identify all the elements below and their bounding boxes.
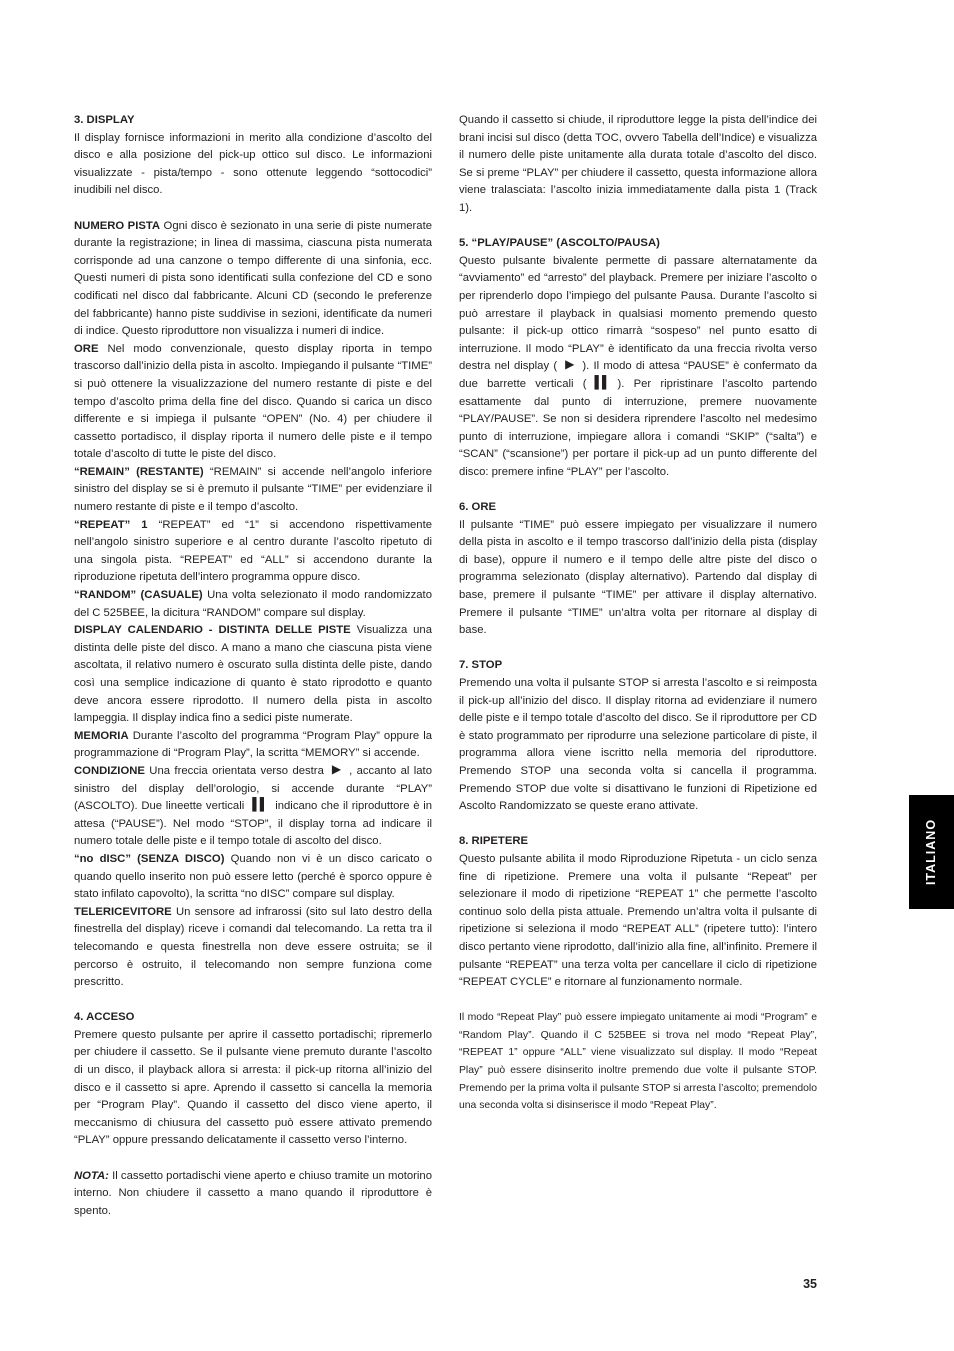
para-calendario: DISPLAY CALENDARIO - DISTINTA DELLE PISTE Visualizza una distinta delle piste del disco. A mano a mano che ciascuna pista viene ascoltata, il relativo numero è oscurato sulla distinta delle piste, dando così una semplice indicazione di quanto è stato riprodotto e quanto deve ancora essere riprodotto. Il numero della pista in ascolto lampeggia. Il display indica fino a sedici piste numerate.	[74, 624, 432, 725]
heading-ore: 6. ORE	[459, 501, 497, 514]
acceso-body: Premere questo pulsante per aprire il cassetto portadischi; ripremerlo per chiudere il cassetto. Se il pulsante viene premuto durante l’ascolto di un disco, il playback allora si arresta: il pick-up ritorna all’inizio del disco e il cassetto si apre. Aprendo il cassetto si cancella la memoria per “Program Play”. Quando il cassetto del disco viene aperto, il meccanismo di chiusura del cassetto può essere attivato premendo “PLAY” oppure pressando delicatamente il cassetto verso l’interno.	[74, 1028, 432, 1147]
section-ripetere	[459, 833, 817, 1115]
section-stop	[459, 657, 817, 815]
repeat-play-note: Il modo “Repeat Play” può essere impiegato unitamente ai modi “Program” e “Random Play”. Quando il C 525BEE si trova nel modo “Repeat Play”, “REPEAT 1” oppure “ALL” viene visualizzato sul display. Il modo “Repeat Play” può essere disinserito inoltre premendo due volte il pulsante STOP. Premendo per la prima volta il pulsante STOP si arresta l’ascolto; premendolo una seconda volta si disinserisce il modo “Repeat Play”.	[459, 1012, 817, 1112]
right-column	[459, 112, 817, 1115]
stop-body: Premendo una volta il pulsante STOP si arresta l’ascolto e si reimposta il pick-up all’inizio del disco. Il display ritorna ad evidenziare il numero delle piste e il tempo totale d’ascolto del disco. Se il riproduttore per CD è stato programmato per riprodurre una selezione particolare di piste, il programma allora viene iscritto nella memoria del riproduttore. Premendo STOP una seconda volta si cancella il programma. Premendo STOP due volte si disattivano le funzioni di Ripetizione ed Ascolto Randomizzato se queste erano attivate.	[459, 677, 817, 813]
nota: NOTA: Il cassetto portadischi viene aperto e chiuso tramite un motorino interno. Non chiudere il cassetto a mano quando il riproduttore è spento.	[74, 1169, 432, 1217]
heading-display: 3. DISPLAY	[74, 114, 135, 126]
ore-body: Il pulsante “TIME” può essere impiegato per visualizzare il numero della pista in ascolto e il tempo trascorso dall’inizio della pista (display di base), oppure il numero e il tempo delle altre piste del disco o programma selezionato (display alternativo). Partendo dal display di base, premere il pulsante “TIME” per attivare il display alternativo. Premere il pulsante “TIME” un’altra volta per ritornare al display di base.	[459, 518, 817, 637]
heading-acceso: 4. ACCESO	[74, 1011, 135, 1024]
ripetere-body: Questo pulsante abilita il modo Riproduzione Ripetuta - un ciclo senza fine di ripetizione. Premere una volta il pulsante “Repeat” per selezionare il modo di ripetizione “REPEAT 1” che permette l’ascolto continuo solo della pista attuale. Premendo un’altra volta il pulsante di ripetizione si seleziona il modo “REPEAT ALL” (ripetere tutto): l’intero disco pertanto viene riprodotto, dall’inizio alla fine, all’infinito. Premere il pulsante “REPEAT” una terza volta per cancellare il ciclo di ripetizione “REPEAT CYCLE” e ritornare al funzionamento normale.	[459, 852, 817, 989]
section-acceso	[74, 1009, 432, 1220]
para-ore: ORE Nel modo convenzionale, questo display riporta in tempo trascorso dall’inizio della pista in ascolto. Impiegando il pulsante “TIME” si può ottenere la visualizzazione del numero restante di piste e del tempo d’ascolto prima della fine del disco. Quando si carica un disco differente e si impiega il pulsante “OPEN” (No. 4) per chiudere il cassetto portadisco, il display riporta il numero delle piste e il tempo totale d’ascolto di tutte le piste del disco.	[74, 342, 432, 461]
display-intro: Il display fornisce informazioni in merito alla condizione d’ascolto del disco e alla posizione del pick-up ottico sul disco. Le informazioni visualizzate - pista/tempo - sono ottenute leggendo “sottocodici” inudibili nel disco.	[74, 131, 432, 197]
para-random: “RANDOM” (CASUALE) Una volta selezionato il modo randomizzato del C 525BEE, la dicitura “RANDOM” compare sul display.	[74, 589, 432, 619]
play-pause-body: Questo pulsante bivalente permette di passare alternatamente da “avviamento” ed “arresto” del playback. Premere per iniziare l’ascolto o per riprenderlo dopo l’impiego del pulsante Pausa. Durante l’ascolto si può arrestare il playback in qualsiasi momento premendo questo pulsante: il pick-up ottico rimarrà “sospeso” nel punto esatto di interruzione. Il modo “PLAY” è identificato da una freccia rivolta verso destra nel display ( ▶ ). Il modo di attesa “PAUSE” è confermato da due barrette verticali ( ▌▌ ). Per ripristinare l’ascolto partendo esattamente dal punto di interruzione, premere nuovamente “PLAY/PAUSE”. Se non si desidera riprendere l’ascolto nel medesimo punto di interruzione, impiegare allora i comandi “SKIP” (“salta”) e “SCAN” (“scansione”) per portare il pick-up ad un punto differente del disco: premere infine “PLAY” per l’ascolto.	[459, 254, 817, 478]
heading-play-pause: 5. “PLAY/PAUSE” (ASCOLTO/PAUSA)	[459, 237, 660, 250]
para-remain: “REMAIN” (RESTANTE) “REMAIN” si accende nell’angolo inferiore sinistro del display se si è premuto il pulsante “TIME” per evidenziare il numero restante di piste e il tempo d’ascolto.	[74, 465, 433, 514]
page-number: 35	[803, 1277, 817, 1291]
left-column	[74, 112, 432, 1220]
section-ore	[459, 499, 817, 640]
pause-bars-icon: ▌▌	[252, 797, 268, 812]
heading-ripetere: 8. RIPETERE	[459, 835, 529, 848]
language-tab	[909, 795, 954, 909]
language-label: ITALIANO	[924, 818, 939, 886]
section-display	[74, 112, 432, 992]
para-condizione: CONDIZIONE Una freccia orientata verso destra ▶ , accanto al lato sinistro del display dell’orologio, si accende durante “PLAY” (ASCOLTO). Due lineette verticali ▌▌ indicano che il riproduttore è in attesa (“PAUSE”). Nel modo “STOP”, il display torna ad indicare il numero totale delle piste e il tempo totale di ascolto del disco.	[74, 761, 432, 848]
section-play-pause	[459, 235, 817, 481]
pause-bars-icon: ▌▌	[594, 374, 610, 389]
heading-stop: 7. STOP	[459, 659, 503, 672]
para-telericevitore: TELERICEVITORE Un sensore ad infrarossi (sito sul lato destro della finestrella del display) riceve i comandi dal telecomando. La retta tra il telecomando e questa finestrella non deve essere ostruita; se il percorso è ostruito, il telecomando non sempre funziona come prescritto.	[74, 905, 432, 989]
para-repeat: “REPEAT” 1 “REPEAT” ed “1” si accendono rispettivamente nell’angolo sinistro superiore e al centro durante l’ascolto ripetuto di una singola pista. “REPEAT” ed “ALL” si accendono durante la riproduzione ripetuta dell’intero programma oppure disco.	[74, 518, 433, 584]
para-numero-pista: NUMERO PISTA Ogni disco è sezionato in una serie di piste numerate durante la registrazione; in linea di massima, ciascuna pista numerata corrisponde ad una canzone o tempo differente di una sinfonia, ecc. Questi numeri di pista sono identificati sulla confezione del CD e sono codificati nel disco dal fabbricante. Alcuni CD (secondo le preferenze del fabbricante) hanno piste suddivise in sezioni, identificate da numeri di indice. Questo riproduttore non visualizza i numeri di indice.	[74, 219, 432, 338]
para-no-disc: “no dISC” (SENZA DISCO) Quando non vi è un disco caricato o quando quello inserito non può essere letto (perché è sporco oppure è stato infilato capovolto), la scritta “no dISC” compare sul display.	[74, 852, 432, 901]
continued-paragraph: Quando il cassetto si chiude, il riproduttore legge la pista dell’indice dei brani incisi sul disco (detta TOC, ovvero Tabella dell’Indice) e visualizza il numero delle piste unitamente alla durata totale d’ascolto del disco. Se si preme “PLAY” per chiudere il cassetto, questa informazione allora viene tralasciata: l’ascolto inizia immediatamente dalla pista 1 (Track 1).	[459, 114, 817, 214]
play-arrow-icon: ▶	[331, 761, 342, 776]
para-memoria: MEMORIA Durante l’ascolto del programma “Program Play” oppure la programmazione di “Program Play”, la scritta “MEMORY” si accende.	[74, 729, 432, 760]
play-arrow-icon: ▶	[565, 357, 575, 372]
